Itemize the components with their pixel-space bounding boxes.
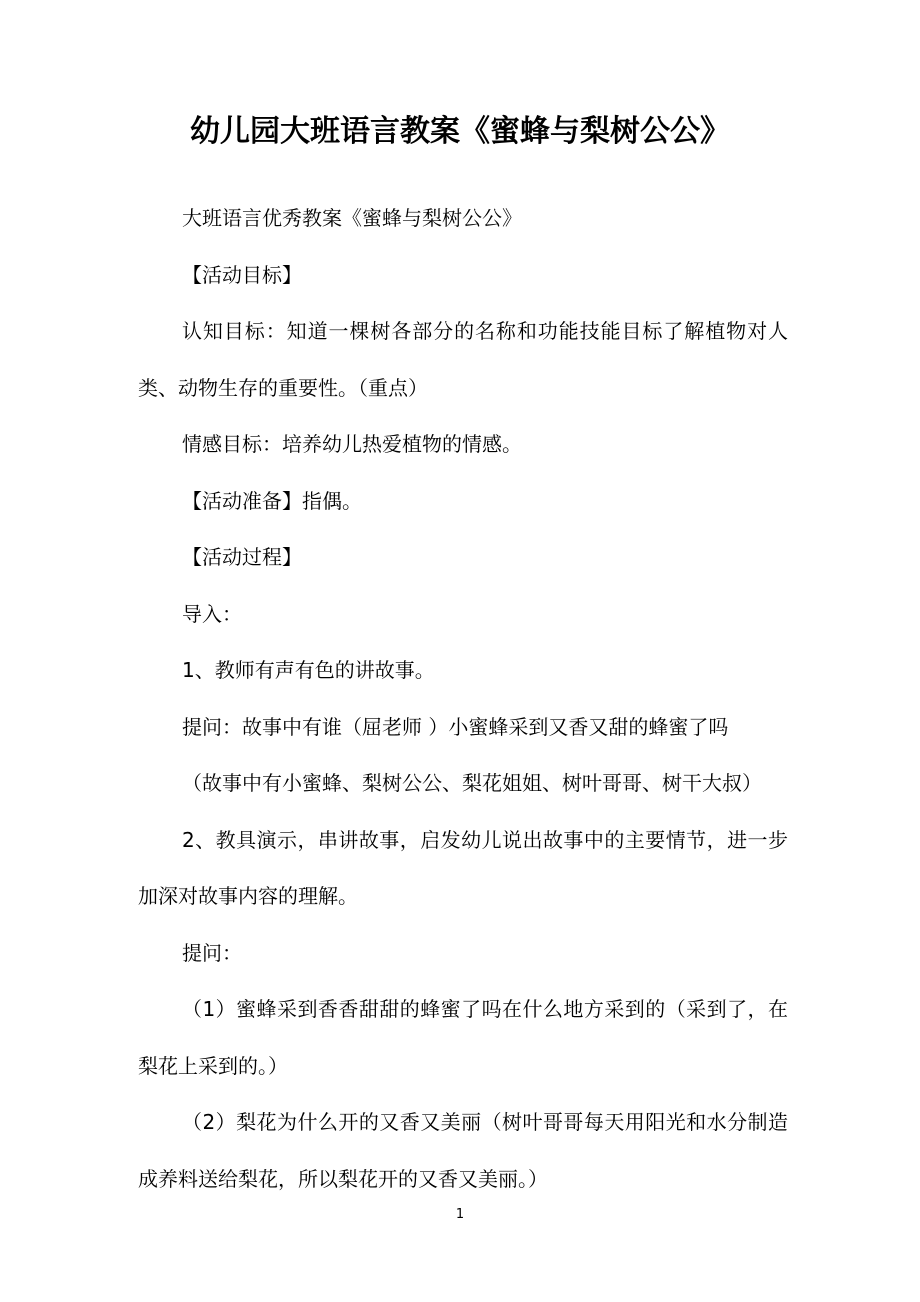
- paragraph-emotional-goal: 情感目标：培养幼儿热爱植物的情感。: [182, 432, 522, 456]
- paragraph-activity-process-heading: 【活动过程】: [182, 545, 302, 569]
- paragraph-question-item-2: （2）梨花为什么开的又香又美丽（树叶哥哥每天用阳光和水分制造成养料送给梨花，所以梨花开的又香又美丽。）: [138, 1110, 788, 1191]
- paragraph-question-1: 提问：故事中有谁（屈老师 ）小蜜蜂采到又香又甜的蜂蜜了吗: [182, 714, 729, 739]
- paragraph-activity-goals-heading: 【活动目标】: [182, 262, 302, 287]
- paragraph-subtitle: 大班语言优秀教案《蜜蜂与梨树公公》: [182, 206, 522, 230]
- paragraph-cognitive-goal: 认知目标：知道一棵树各部分的名称和功能技能目标了解植物对人类、动物生存的重要性。（重点）: [138, 319, 788, 400]
- paragraph-question-item-1: （1）蜜蜂采到香香甜甜的蜂蜜了吗在什么地方采到的（采到了，在梨花上采到的。）: [138, 997, 788, 1078]
- paragraph-introduction: 导入：: [182, 601, 242, 626]
- document-body: [138, 190, 788, 1207]
- paragraph-step-2: 2、教具演示，串讲故事，启发幼儿说出故事中的主要情节，进一步加深对故事内容的理解。: [138, 827, 788, 908]
- paragraph-step-1: 1、教师有声有色的讲故事。: [182, 658, 435, 682]
- page-number: 1: [455, 1207, 465, 1222]
- paragraph-activity-preparation: 【活动准备】指偶。: [182, 488, 362, 513]
- paragraph-question-heading: 提问：: [182, 940, 242, 965]
- paragraph-answer-1: （故事中有小蜜蜂、梨树公公、梨花姐姐、树叶哥哥、树干大叔）: [182, 771, 762, 795]
- document-title: 幼儿园大班语言教案《蜜蜂与梨树公公》: [190, 114, 730, 149]
